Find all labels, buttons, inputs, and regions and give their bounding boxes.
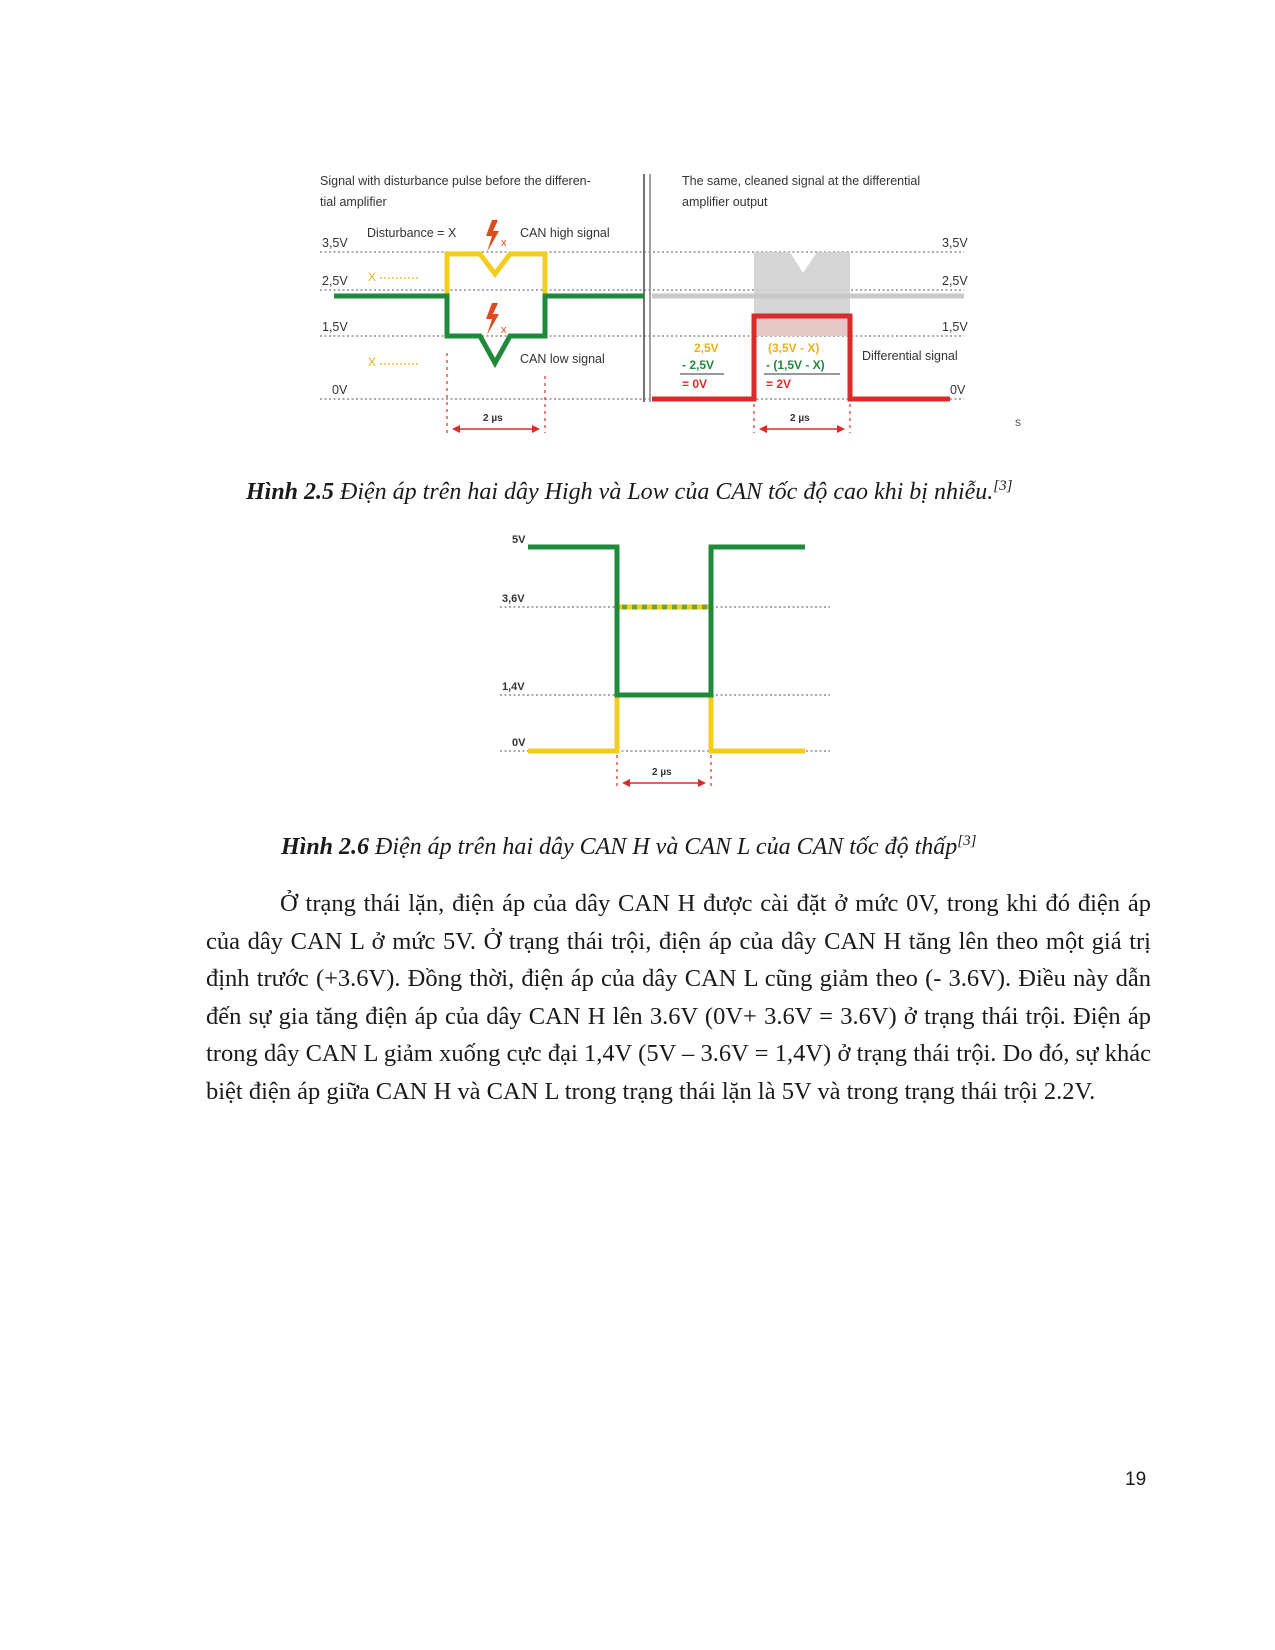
- svg-text:- 2,5V: - 2,5V: [682, 358, 715, 372]
- can-high-label: CAN high signal: [520, 226, 610, 240]
- edge-mark: s: [1015, 415, 1021, 429]
- x-mark-1: X: [368, 270, 377, 284]
- duration-label-right: 2 µs: [790, 413, 810, 424]
- label-5v: 5V: [512, 534, 526, 546]
- arrowhead-left-b: [532, 425, 540, 433]
- calc-dominant: [764, 341, 840, 391]
- figure-can-low-speed: [500, 525, 840, 810]
- svg-text:(3,5V - X): (3,5V - X): [768, 341, 820, 355]
- differential-label: Differential signal: [862, 349, 958, 363]
- svg-text:2,5V: 2,5V: [694, 341, 719, 355]
- ghost-low-band: [754, 316, 850, 336]
- duration-label-fig2: 2 µs: [652, 767, 672, 778]
- arrowhead-right-b: [837, 425, 845, 433]
- caption-ref: [3]: [957, 833, 977, 849]
- arrowhead-fig2-b: [698, 779, 706, 787]
- figure-can-high-speed-disturbance: [320, 168, 1040, 458]
- arrowhead-left-a: [452, 425, 460, 433]
- left-label-3-5v: 3,5V: [322, 236, 348, 250]
- svg-text:x: x: [501, 324, 507, 336]
- x-mark-2: X: [368, 355, 377, 369]
- caption-text: Điện áp trên hai dây CAN H và CAN L của CAN tốc độ thấp: [369, 834, 958, 860]
- right-label-2-5v: 2,5V: [942, 274, 968, 288]
- left-label-2-5v: 2,5V: [322, 274, 348, 288]
- caption-ref: [3]: [993, 478, 1013, 494]
- right-label-1-5v: 1,5V: [942, 320, 968, 334]
- page-number: 19: [1125, 1469, 1147, 1490]
- caption-label: Hình 2.5: [246, 479, 335, 505]
- duration-label-left: 2 µs: [483, 413, 503, 424]
- caption-text: Điện áp trên hai dây High và Low của CAN tốc độ cao khi bị nhiễu.: [334, 479, 994, 505]
- ghost-signal: [754, 252, 850, 316]
- figure-2-5-caption: [246, 478, 1012, 506]
- right-label-3-5v: 3,5V: [942, 236, 968, 250]
- left-label-0v: 0V: [332, 383, 348, 397]
- can-low-label: CAN low signal: [520, 352, 605, 366]
- label-0v-fig2: 0V: [512, 737, 526, 749]
- disturbance-label: Disturbance = X: [367, 226, 457, 240]
- right-title-line1: The same, cleaned signal at the differential: [682, 174, 921, 188]
- label-1-4v: 1,4V: [502, 681, 525, 693]
- can-h-signal: [528, 607, 805, 751]
- can-l-signal: [528, 547, 805, 695]
- arrowhead-fig2-a: [622, 779, 630, 787]
- svg-text:= 2V: = 2V: [766, 377, 792, 391]
- figure-2-6-caption: [281, 833, 976, 861]
- body-paragraph: Ở trạng thái lặn, điện áp của dây CAN H được cài đặt ở mức 0V, trong khi đó điện áp của dây CAN L ở mức 5V. Ở trạng thái trội, điện áp của dây CAN H tăng lên theo một giá trị định trước (+3.6V). Đồng thời, điện áp của dây CAN L cũng giảm theo (- 3.6V). Điều này dẫn đến sự gia tăng điện áp của dây CAN H lên 3.6V (0V+ 3.6V = 3.6V) ở trạng thái trội. Điện áp trong dây CAN L giảm xuống cực đại 1,4V (5V – 3.6V = 1,4V) ở trạng thái trội. Do đó, sự khác biệt điện áp giữa CAN H và CAN L trong trạng thái lặn là 5V và trong trạng thái trội 2.2V.: [206, 890, 1151, 1105]
- arrowhead-right-a: [759, 425, 767, 433]
- label-3-6v: 3,6V: [502, 593, 525, 605]
- left-title-line2: tial amplifier: [320, 195, 387, 209]
- svg-text:= 0V: = 0V: [682, 377, 708, 391]
- right-title-line2: amplifier output: [682, 195, 768, 209]
- right-label-0v: 0V: [950, 383, 966, 397]
- svg-text:x: x: [501, 237, 507, 249]
- caption-label: Hình 2.6: [281, 834, 370, 860]
- left-label-1-5v: 1,5V: [322, 320, 348, 334]
- calc-recessive: [680, 341, 724, 391]
- svg-text:- (1,5V - X): - (1,5V - X): [766, 358, 825, 372]
- left-title-line1: Signal with disturbance pulse before the differen-: [320, 174, 591, 188]
- lightning-icon: [486, 220, 507, 252]
- lightning-icon-2: [486, 303, 507, 336]
